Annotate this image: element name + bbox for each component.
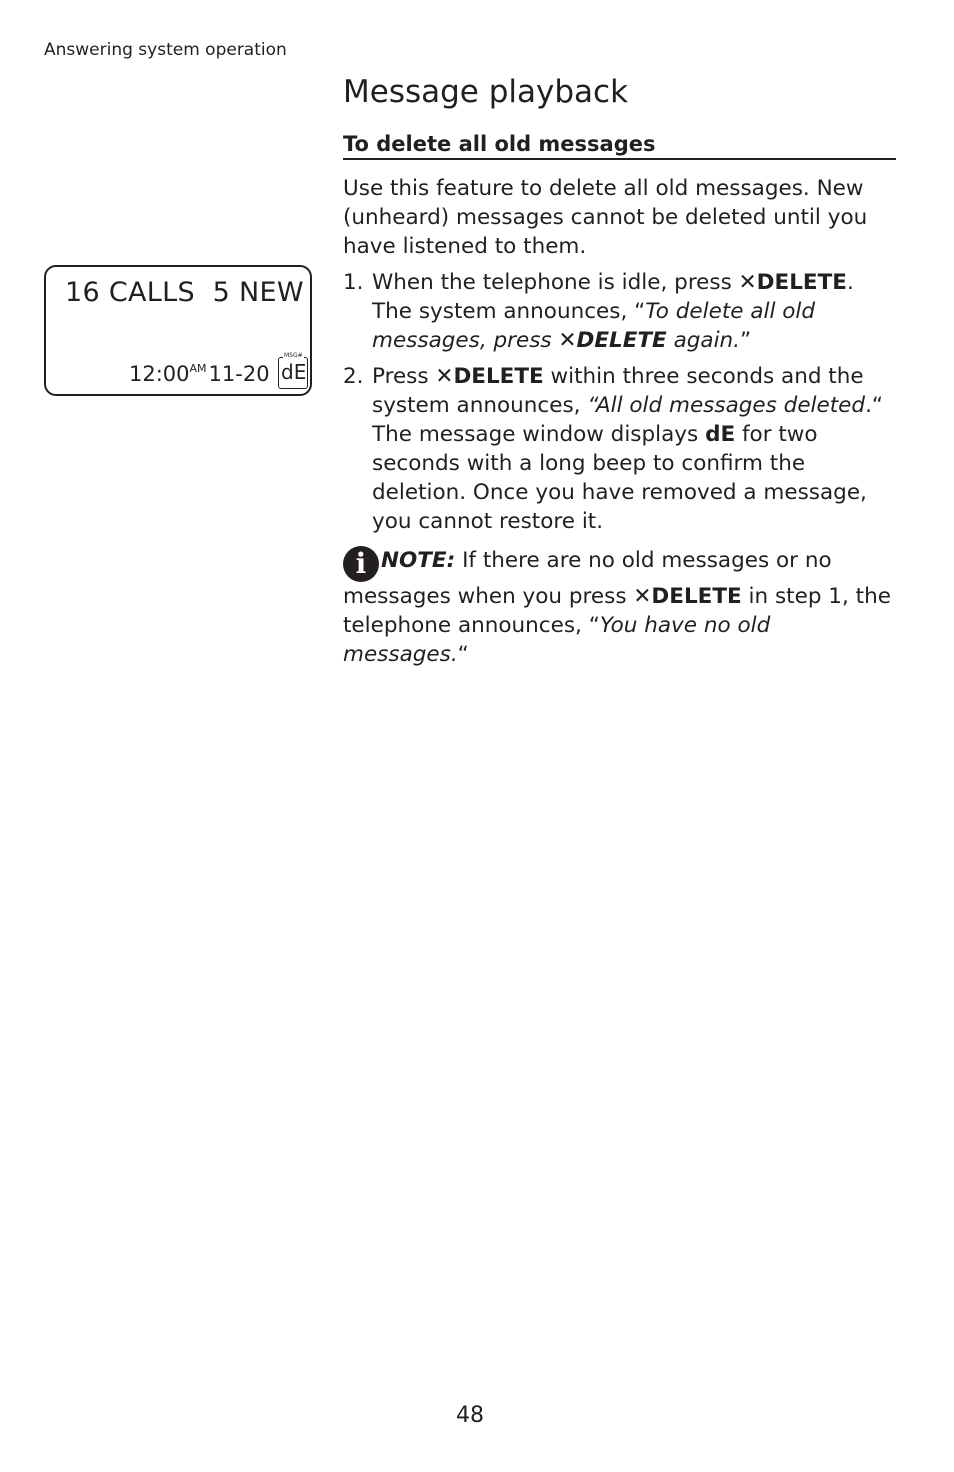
delete-x-icon: ✕ (435, 364, 454, 389)
step-announcement: “All old messages deleted (587, 393, 866, 418)
lcd-time-date (129, 362, 270, 386)
step-text: When the telephone is idle, press (372, 270, 739, 295)
step-text: .“ The message window displays (372, 393, 884, 447)
steps-list (343, 268, 896, 543)
lcd-calls-line: 16 CALLS 5 NEW (65, 277, 304, 308)
lcd-ampm: AM (189, 362, 207, 375)
note-text: “ (457, 642, 469, 667)
info-icon: i (343, 546, 379, 582)
section-header: Answering system operation (44, 40, 287, 60)
step-number: 2. (343, 364, 364, 389)
step-announcement: again. (666, 328, 741, 353)
step-announcement: To delete all old messages, press (372, 299, 816, 353)
step-text: Press (372, 364, 436, 389)
lcd-date: 11-20 (208, 362, 270, 386)
note-text: If there are no old messages or no messages when you press (343, 548, 832, 609)
delete-key-label: DELETE (576, 328, 667, 353)
lcd-msg-label: MSG# (284, 352, 303, 359)
lcd-time: 12:00 (129, 362, 190, 386)
delete-x-icon: ✕ (633, 584, 652, 609)
delete-key-label: DELETE (756, 270, 847, 295)
note-label: NOTE: (381, 548, 456, 573)
delete-key-label: DELETE (651, 584, 742, 609)
step-text: . The system announces, “ (372, 270, 854, 324)
delete-key-label: DELETE (453, 364, 544, 389)
display-code: dE (705, 422, 736, 447)
delete-x-icon: ✕ (558, 328, 577, 353)
step-text: for two seconds with a long beep to confirm the deletion. Once you have removed a message, you cannot restore it. (372, 422, 867, 534)
intro-paragraph: Use this feature to delete all old messages. New (unheard) messages cannot be deleted until you have listened to them. (343, 176, 868, 259)
note-paragraph (343, 546, 896, 669)
lcd-msg-value: dE (281, 360, 307, 384)
list-item (343, 268, 896, 355)
note-text: in step 1, the telephone announces, “ (343, 584, 891, 638)
note-announcement: You have no old messages. (343, 613, 771, 667)
delete-x-icon: ✕ (738, 270, 757, 295)
page-title: Message playback (343, 74, 629, 110)
list-item (343, 362, 896, 536)
lcd-display (44, 265, 312, 396)
subheading-rule (343, 132, 896, 160)
subheading: To delete all old messages (343, 132, 656, 156)
page-number: 48 (456, 1403, 484, 1428)
step-number: 1. (343, 270, 364, 295)
lcd-message-window (278, 352, 308, 389)
step-text: within three seconds and the system announces, (372, 364, 864, 418)
step-text: ” (740, 328, 752, 353)
